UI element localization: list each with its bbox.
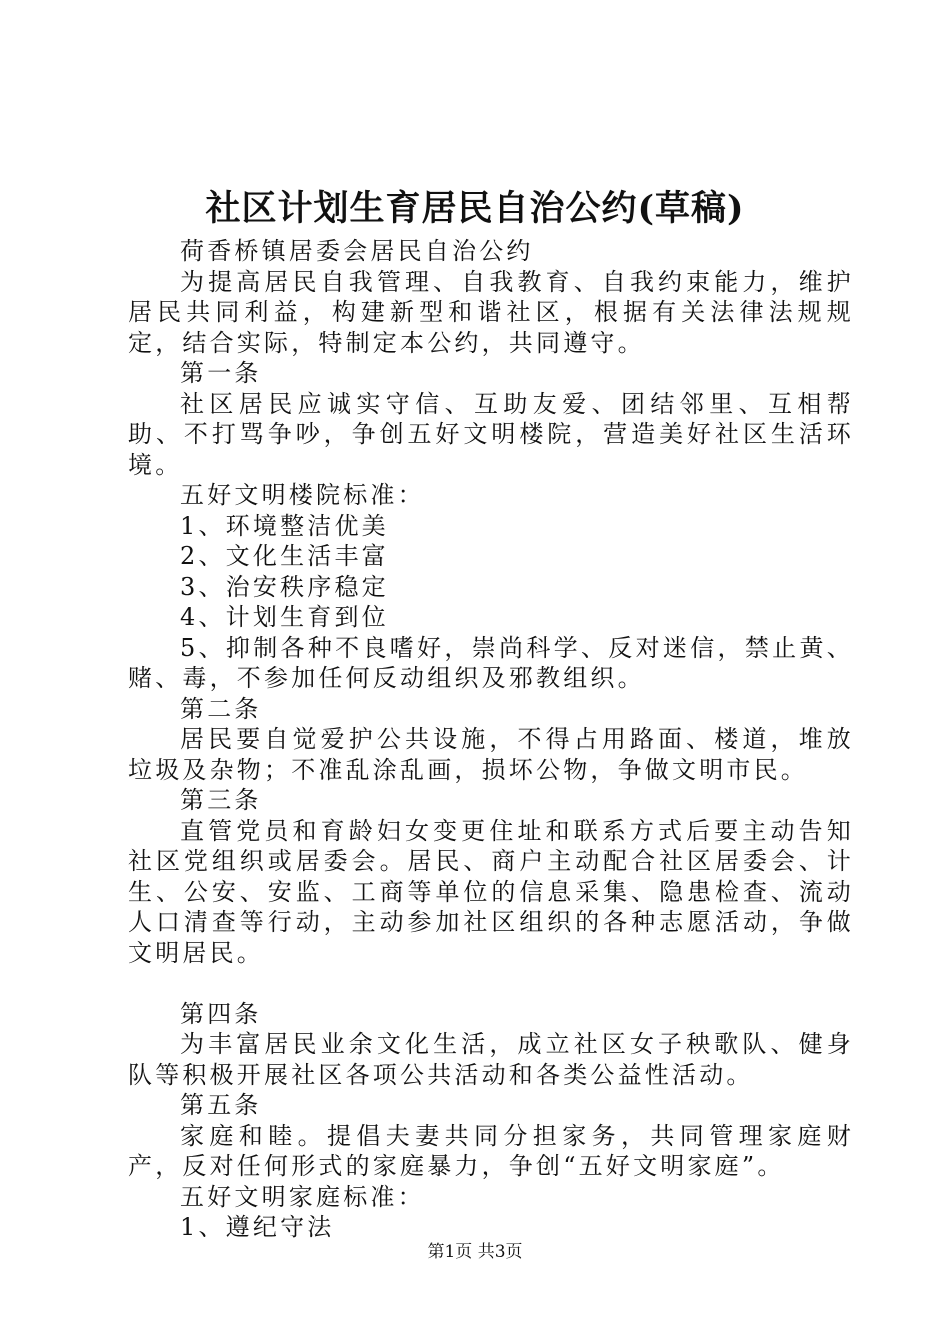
article-2-text: 居民要自觉爱护公共设施，不得占用路面、楼道，堆放垃圾及杂物；不准乱涂乱画，损坏公物，争做文明市民。 <box>128 725 854 784</box>
list-item: 2、文化生活丰富 <box>180 542 389 570</box>
list-item: 5、抑制各种不良嗜好，崇尚科学、反对迷信，禁止黄、赌、毒，不参加任何反动组织及邪教组织。 <box>128 633 854 692</box>
list-item: 1、遵纪守法 <box>180 1213 335 1241</box>
paragraph-preamble: 为提高居民自我管理、自我教育、自我约束能力，维护居民共同利益，构建新型和谐社区，根据有关法律法规规定，结合实际，特制定本公约，共同遵守。 <box>128 267 854 357</box>
blank-line <box>128 968 854 999</box>
building-standard-heading: 五好文明楼院标准： <box>180 481 425 509</box>
article-3-heading: 第三条 <box>180 786 262 814</box>
family-standard-heading: 五好文明家庭标准： <box>180 1182 425 1211</box>
article-3-text: 直管党员和育龄妇女变更住址和联系方式后要主动告知社区党组织或居委会。居民、商户主动配合社区居委会、计生、公安、安监、工商等单位的信息采集、隐患检查、流动人口清查等行动，主动参加社区组织的各种志愿活动，争做文明居民。 <box>128 816 854 967</box>
document-title: 社区计划生育居民自治公约(草稿) <box>205 188 745 229</box>
paragraph-intro-heading: 荷香桥镇居委会居民自治公约 <box>180 237 534 265</box>
page-footer: 第1页 共3页 <box>427 1242 523 1262</box>
article-5-text: 家庭和睦。提倡夫妻共同分担家务，共同管理家庭财产，反对任何形式的家庭暴力，争创“五好文明家庭”。 <box>128 1121 854 1180</box>
article-1-heading: 第一条 <box>180 359 262 387</box>
article-4-heading: 第四条 <box>180 999 262 1028</box>
article-5-heading: 第五条 <box>180 1091 262 1119</box>
list-item: 4、计划生育到位 <box>180 603 389 631</box>
article-4-text: 为丰富居民业余文化生活，成立社区女子秧歌队、健身队等积极开展社区各项公共活动和各类公益性活动。 <box>128 1030 854 1089</box>
list-item: 1、环境整洁优美 <box>180 511 389 540</box>
document-body <box>128 236 854 1243</box>
article-2-heading: 第二条 <box>180 694 262 723</box>
list-item: 3、治安秩序稳定 <box>180 572 389 601</box>
article-1-text: 社区居民应诚实守信、互助友爱、团结邻里、互相帮助、不打骂争吵，争创五好文明楼院，营造美好社区生活环境。 <box>128 389 854 479</box>
